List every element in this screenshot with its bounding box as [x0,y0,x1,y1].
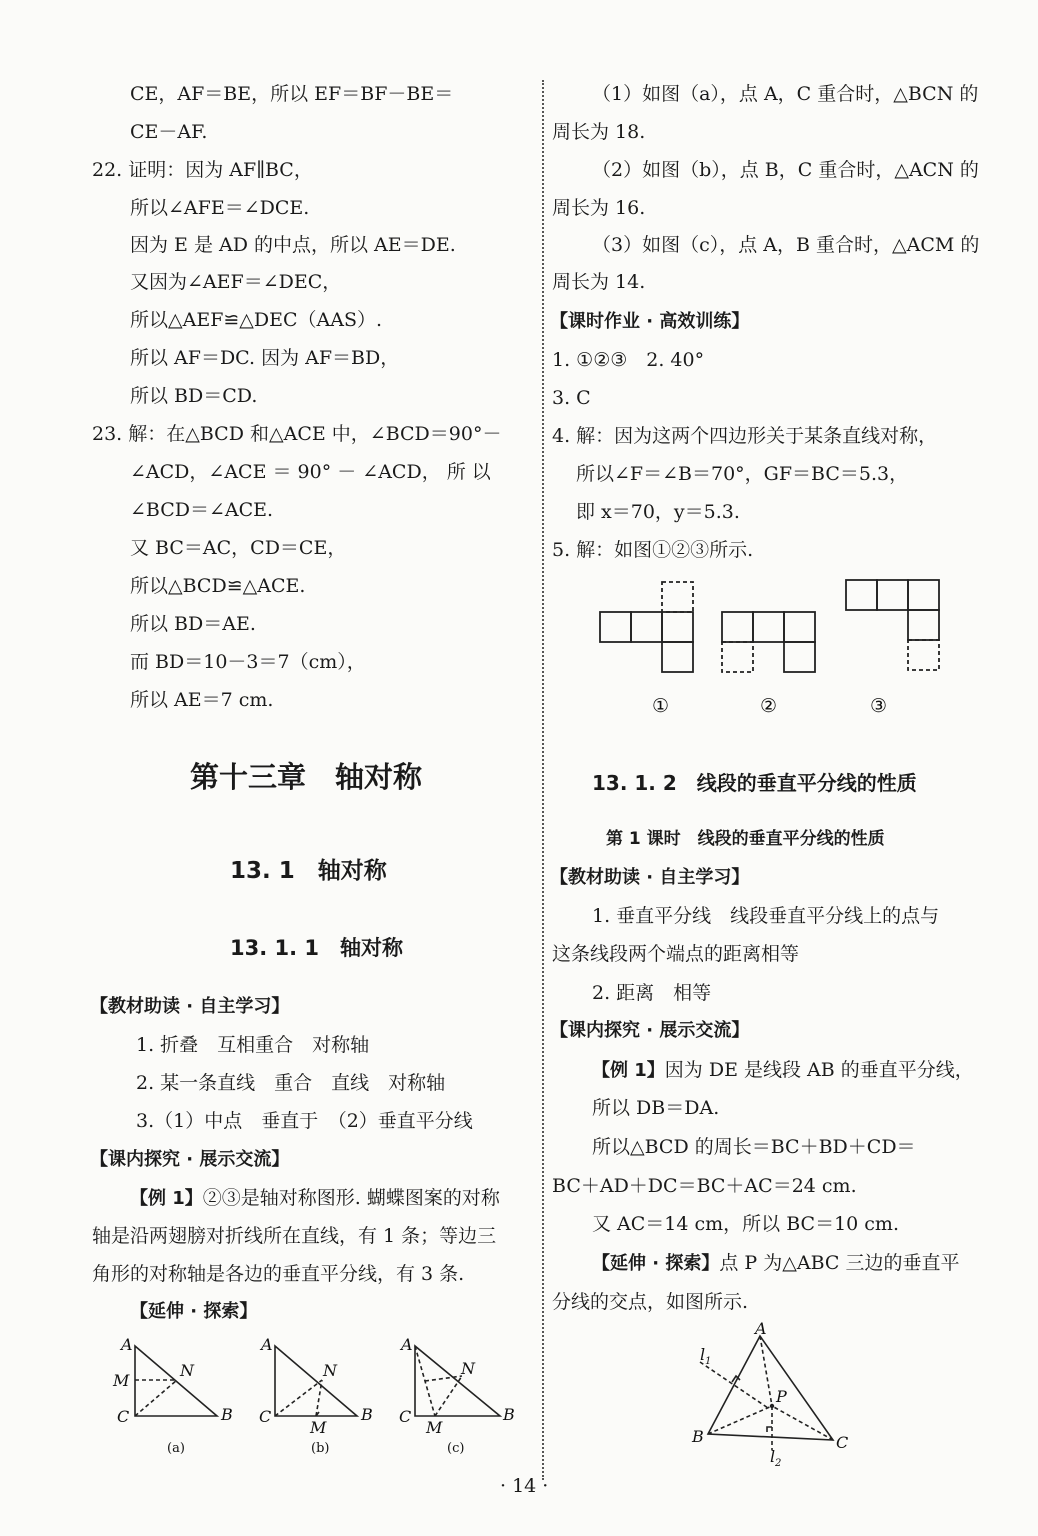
text-line: 所以△AEF≌△DEC（AAS）. [130,309,383,331]
label-N-a: N [180,1361,194,1380]
text-line: 所以∠AFE＝∠DCE. [130,197,310,219]
example-line [592,1058,974,1083]
figure-caption: (c) [447,1441,465,1456]
text-line: （1）如图（a），点 A，C 重合时，△BCN 的 [592,83,979,105]
heading-textbook: 【教材助读 · 自主学习】 [550,867,750,888]
label-B-a: B [221,1405,233,1424]
label-C: C [836,1433,849,1452]
homework-line: 1. ①②③ 2. 40° [552,349,705,371]
subsection-title: 13. 1. 2 线段的垂直平分线的性质 [592,771,917,795]
label-M-c: M [426,1418,443,1437]
homework-line: 即 x＝70，y＝5.3. [576,501,740,523]
text-line: 所以△BCD≌△ACE. [130,575,306,597]
label-C-c: C [399,1407,412,1426]
homework-line: 4. 解：因为这两个四边形关于某条直线对称， [552,425,938,447]
text-line: （2）如图（b），点 B，C 重合时，△ACN 的 [592,159,979,181]
text-line: ∠ACD，∠ACE ＝ 90° － ∠ACD， 所 以 [130,461,491,483]
text-line: CE，AF＝BE，所以 EF＝BF－BE＝ [130,83,454,105]
textbook-item: 1. 折叠 互相重合 对称轴 [136,1034,370,1056]
example-text: ②③是轴对称图形. 蝴蝶图案的对称 [202,1187,500,1209]
example-line: 轴是沿两翅膀对折线所在直线，有 1 条；等边三 [92,1225,497,1247]
label-N-b: N [323,1361,337,1380]
textbook-item: 3.（1）中点 垂直于 （2）垂直平分线 [136,1110,473,1132]
text-line: 周长为 14. [552,271,646,293]
label-A: A [755,1322,767,1338]
section-title: 13. 1 轴对称 [230,858,387,884]
example-text: 因为 DE 是线段 AB 的垂直平分线， [664,1059,974,1081]
heading-textbook: 【教材助读 · 自主学习】 [90,996,290,1017]
heading-class: 【课内探究 · 展示交流】 [550,1020,750,1041]
example-line: 所以 DB＝DA. [592,1097,720,1119]
figure-caption: (a) [167,1441,185,1456]
text-line: 而 BD＝10－3＝7（cm）， [130,651,366,673]
example-label: 【例 1】 [130,1188,203,1209]
textbook-item: 2. 某一条直线 重合 直线 对称轴 [136,1072,446,1094]
label-l2: l [770,1447,776,1466]
label-M-b: M [310,1418,327,1437]
lesson-title: 第 1 课时 线段的垂直平分线的性质 [606,829,885,849]
label-A-c: A [401,1335,413,1354]
net-label: ② [760,695,778,717]
text-line: 所以 AE＝7 cm. [130,689,274,711]
textbook-line: 2. 距离 相等 [592,982,712,1004]
textbook-line: 这条线段两个端点的距离相等 [552,943,800,965]
label-B-b: B [361,1405,373,1424]
label-C-b: C [259,1407,272,1426]
column-divider [542,80,544,1480]
homework-line: 所以∠F＝∠B＝70°，GF＝BC＝5.3， [576,463,909,485]
heading-class: 【课内探究 · 展示交流】 [90,1149,290,1170]
text-line: ∠BCD＝∠ACE. [130,499,274,521]
text-line: 所以 BD＝CD. [130,385,258,407]
heading-homework: 【课时作业 · 高效训练】 [550,311,750,332]
textbook-line: 1. 垂直平分线 线段垂直平分线上的点与 [592,905,940,927]
text-line: 又因为∠AEF＝∠DEC， [130,271,342,293]
label-B: B [692,1427,704,1446]
homework-line: 5. 解：如图①②③所示. [552,539,754,561]
label-N-c: N [461,1359,475,1378]
net-label: ① [652,695,670,717]
example-label: 【例 1】 [592,1060,665,1081]
cube-nets [594,572,994,722]
text-line: 因为 E 是 AD 的中点，所以 AE＝DE. [130,234,456,256]
extension-line: 分线的交点，如图所示. [552,1291,749,1313]
label-C-a: C [117,1407,130,1426]
label-l2-sub: 2 [775,1458,782,1469]
text-line: 23. 解：在△BCD 和△ACE 中，∠BCD＝90°－ [92,423,502,445]
perpendicular-bisector-figure [688,1322,868,1472]
label-M-a: M [113,1371,130,1390]
net-label: ③ [870,695,888,717]
example-line: 角形的对称轴是各边的垂直平分线，有 3 条. [92,1263,465,1285]
triangle-figures [105,1330,525,1460]
text-line: 所以 AF＝DC. 因为 AF＝BD， [130,347,400,369]
label-l1-sub: 1 [705,1356,712,1367]
text-line: 又 BC＝AC，CD＝CE， [130,537,347,559]
text-line: 周长为 16. [552,197,646,219]
text-line: 22. 证明：因为 AF∥BC， [92,159,313,181]
label-P: P [776,1387,787,1406]
extension-text: 点 P 为△ABC 三边的垂直平 [719,1252,960,1274]
label-A-a: A [121,1335,133,1354]
figure-caption: (b) [311,1441,330,1456]
text-line: 周长为 18. [552,121,646,143]
chapter-title: 第十三章 轴对称 [190,760,423,794]
extension-line [592,1251,959,1276]
example-line: BC＋AD＋DC＝BC＋AC＝24 cm. [552,1175,857,1197]
example-line: 所以△BCD 的周长＝BC＋BD＋CD＝ [592,1136,916,1158]
label-B-c: B [503,1405,515,1424]
example-line [130,1186,500,1211]
label-l1: l [700,1345,706,1364]
extension-heading: 【延伸 · 探索】 [130,1301,258,1322]
label-A-b: A [261,1335,273,1354]
text-line: CE－AF. [130,121,208,143]
page-number: · 14 · [500,1475,549,1497]
text-line: （3）如图（c），点 A，B 重合时，△ACM 的 [592,234,980,256]
text-line: 所以 BD＝AE. [130,613,256,635]
subsection-title: 13. 1. 1 轴对称 [230,936,404,960]
homework-line: 3. C [552,387,591,409]
extension-label: 【延伸 · 探索】 [592,1253,720,1274]
example-line: 又 AC＝14 cm，所以 BC＝10 cm. [592,1213,899,1235]
